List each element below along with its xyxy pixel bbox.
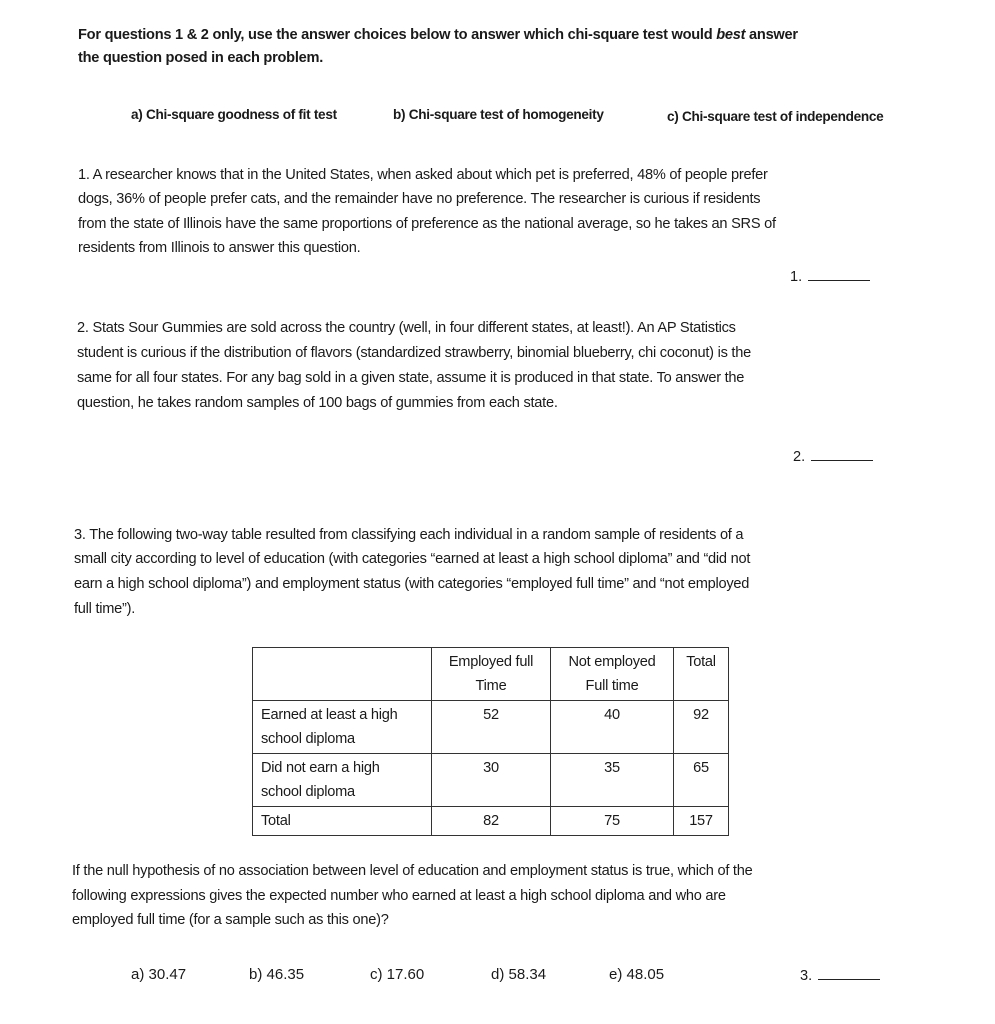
q3-question-line: following expressions gives the expected number who earned at least a high school diploma and who are <box>72 888 726 904</box>
option-a: a) 30.47 <box>131 966 187 983</box>
blank-label: 1. <box>790 269 803 285</box>
option-d: d) 58.34 <box>491 966 547 983</box>
blank-label: 3. <box>800 968 813 984</box>
instructions-text: For questions 1 & 2 only, use the answer choices below to answer which chi-square test would <box>78 27 717 43</box>
q3-line: full time”). <box>74 601 136 617</box>
blank-line[interactable] <box>818 979 880 980</box>
q1-line: 1. A researcher knows that in the United States, when asked about which pet is preferred, 48% of people prefer <box>78 167 768 183</box>
option-e: e) 48.05 <box>609 966 665 983</box>
table-header-row <box>253 648 729 701</box>
q1-line: dogs, 36% of people prefer cats, and the remainder have no preference. The researcher is curious if residents <box>78 191 761 207</box>
table-cell: 52 <box>432 701 551 754</box>
table-row <box>253 754 729 807</box>
table-row <box>253 807 729 836</box>
answer-blank-2[interactable] <box>793 449 873 465</box>
instructions-line-1 <box>78 26 798 44</box>
blank-line[interactable] <box>808 280 870 281</box>
q2-line: student is curious if the distribution of flavors (standardized strawberry, binomial blueberry, chi coconut) is the <box>77 345 751 361</box>
table-header-cell: Total <box>674 648 729 701</box>
blank-line[interactable] <box>811 460 873 461</box>
answer-blank-3[interactable] <box>800 968 880 984</box>
choice-a: a) Chi-square goodness of fit test <box>131 107 337 122</box>
q1-line: from the state of Illinois have the same proportions of preference as the national average, so he takes an SRS of <box>78 216 776 232</box>
table-header-cell: Not employed Full time <box>551 648 674 701</box>
q3-line: 3. The following two-way table resulted from classifying each individual in a random sample of residents of a <box>74 527 744 543</box>
choice-c: c) Chi-square test of independence <box>667 109 884 124</box>
answer-blank-1[interactable] <box>790 269 870 285</box>
table-cell: 82 <box>432 807 551 836</box>
table-cell: Did not earn a high school diploma <box>253 754 432 807</box>
blank-label: 2. <box>793 449 806 465</box>
table-header-cell <box>253 648 432 701</box>
q3-question-line: employed full time (for a sample such as this one)? <box>72 912 389 928</box>
table-cell: Earned at least a high school diploma <box>253 701 432 754</box>
instructions-line-2: the question posed in each problem. <box>78 50 324 66</box>
table-cell: 35 <box>551 754 674 807</box>
q3-question-line: If the null hypothesis of no association between level of education and employment status is true, which of the <box>72 863 753 879</box>
table-cell: Total <box>253 807 432 836</box>
table-cell: 92 <box>674 701 729 754</box>
option-c: c) 17.60 <box>370 966 425 983</box>
q3-line: earn a high school diploma”) and employment status (with categories “employed full time” and “not employed <box>74 576 750 592</box>
q1-line: residents from Illinois to answer this question. <box>78 240 361 256</box>
option-b: b) 46.35 <box>249 966 305 983</box>
choice-b: b) Chi-square test of homogeneity <box>393 107 604 122</box>
q3-line: small city according to level of education (with categories “earned at least a high school diploma” and “did not <box>74 551 751 567</box>
table-header-cell: Employed full Time <box>432 648 551 701</box>
q2-line: same for all four states. For any bag sold in a given state, assume it is produced in that state. To answer the <box>77 370 745 386</box>
table-row <box>253 701 729 754</box>
q2-line: 2. Stats Sour Gummies are sold across the country (well, in four different states, at least!). An AP Statistics <box>77 320 736 336</box>
table-cell: 65 <box>674 754 729 807</box>
table-cell: 157 <box>674 807 729 836</box>
table-cell: 30 <box>432 754 551 807</box>
two-way-table <box>252 647 729 836</box>
q2-line: question, he takes random samples of 100 bags of gummies from each state. <box>77 395 558 411</box>
instructions-text: answer <box>745 27 798 43</box>
table-cell: 40 <box>551 701 674 754</box>
table-cell: 75 <box>551 807 674 836</box>
emphasis-best: best <box>716 27 746 43</box>
